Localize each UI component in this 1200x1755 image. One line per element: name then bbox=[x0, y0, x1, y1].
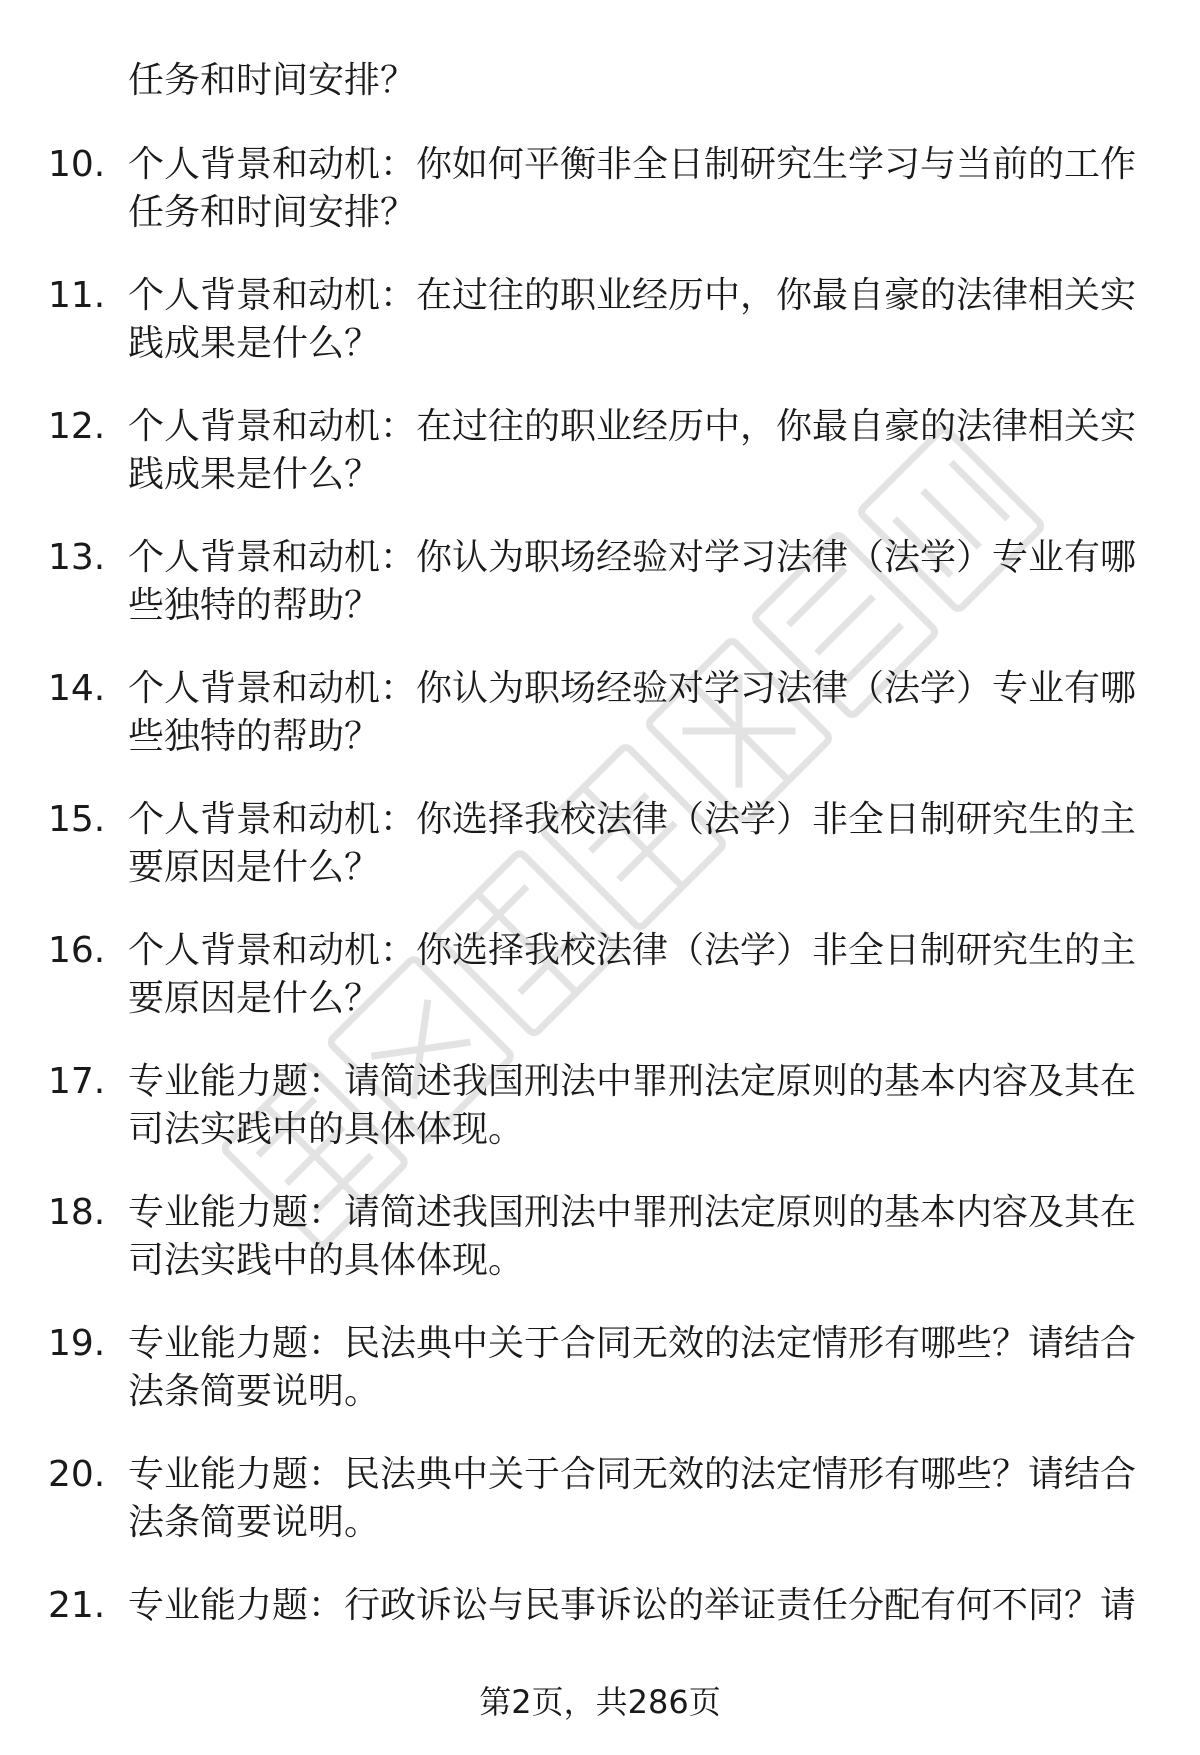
item-number: 13. bbox=[48, 537, 106, 578]
list-item bbox=[0, 1319, 1200, 1450]
item-text-line2: 要原因是什么？ bbox=[128, 847, 381, 888]
item-text-line1: 个人背景和动机：你认为职场经验对学习法律（法学）专业有哪 bbox=[128, 537, 1137, 578]
item-text-line1: 专业能力题：行政诉讼与民事诉讼的举证责任分配有何不同？请 bbox=[128, 1585, 1137, 1626]
item-number: 21. bbox=[48, 1585, 106, 1626]
list-item bbox=[0, 1188, 1200, 1319]
list-item bbox=[0, 402, 1200, 533]
item-number: 10. bbox=[48, 144, 106, 185]
item-text-line1: 个人背景和动机：在过往的职业经历中，你最自豪的法律相关实 bbox=[128, 406, 1137, 447]
list-item bbox=[0, 795, 1200, 926]
item-text-line2: 些独特的帮助？ bbox=[128, 716, 381, 757]
item-text-line2: 司法实践中的具体体现。 bbox=[128, 1109, 525, 1150]
item-text-line1: 专业能力题：民法典中关于合同无效的法定情形有哪些？请结合 bbox=[128, 1454, 1137, 1495]
item-text-line2: 践成果是什么？ bbox=[128, 454, 381, 495]
item-text-line2: 法条简要说明。 bbox=[128, 1502, 381, 1543]
item-text-line1: 专业能力题：请简述我国刑法中罪刑法定原则的基本内容及其在 bbox=[128, 1061, 1137, 1102]
item-text-line2: 任务和时间安排？ bbox=[128, 192, 417, 233]
item-text-line2: 法条简要说明。 bbox=[128, 1371, 381, 1412]
item-number: 20. bbox=[48, 1454, 106, 1495]
item-number: 19. bbox=[48, 1323, 106, 1364]
item-number: 14. bbox=[48, 668, 106, 709]
item-number: 16. bbox=[48, 930, 106, 971]
item-text-line1: 个人背景和动机：你认为职场经验对学习法律（法学）专业有哪 bbox=[128, 668, 1137, 709]
item-text-line2: 些独特的帮助？ bbox=[128, 585, 381, 626]
item-text-line1: 专业能力题：民法典中关于合同无效的法定情形有哪些？请结合 bbox=[128, 1323, 1137, 1364]
item-text-line2: 践成果是什么？ bbox=[128, 323, 381, 364]
continued-line: 任务和时间安排？ bbox=[128, 60, 417, 101]
item-text-line1: 个人背景和动机：你如何平衡非全日制研究生学习与当前的工作 bbox=[128, 144, 1137, 185]
item-text-line1: 个人背景和动机：你选择我校法律（法学）非全日制研究生的主 bbox=[128, 799, 1137, 840]
list-item bbox=[0, 271, 1200, 402]
item-text-line1: 专业能力题：请简述我国刑法中罪刑法定原则的基本内容及其在 bbox=[128, 1192, 1137, 1233]
item-number: 12. bbox=[48, 406, 106, 447]
list-item bbox=[0, 926, 1200, 1057]
list-item bbox=[0, 1057, 1200, 1188]
list-item bbox=[0, 140, 1200, 271]
item-number: 18. bbox=[48, 1192, 106, 1233]
item-text-line1: 个人背景和动机：你选择我校法律（法学）非全日制研究生的主 bbox=[128, 930, 1137, 971]
page-footer: 第2页，共286页 bbox=[479, 1683, 721, 1721]
list-item bbox=[0, 533, 1200, 664]
item-text-line2: 要原因是什么？ bbox=[128, 978, 381, 1019]
item-text-line2: 司法实践中的具体体现。 bbox=[128, 1240, 525, 1281]
list-item bbox=[0, 664, 1200, 795]
item-number: 17. bbox=[48, 1061, 106, 1102]
item-number: 15. bbox=[48, 799, 106, 840]
item-number: 11. bbox=[48, 275, 106, 316]
question-list bbox=[0, 140, 1200, 1712]
item-text-line1: 个人背景和动机：在过往的职业经历中，你最自豪的法律相关实 bbox=[128, 275, 1137, 316]
list-item bbox=[0, 1450, 1200, 1581]
